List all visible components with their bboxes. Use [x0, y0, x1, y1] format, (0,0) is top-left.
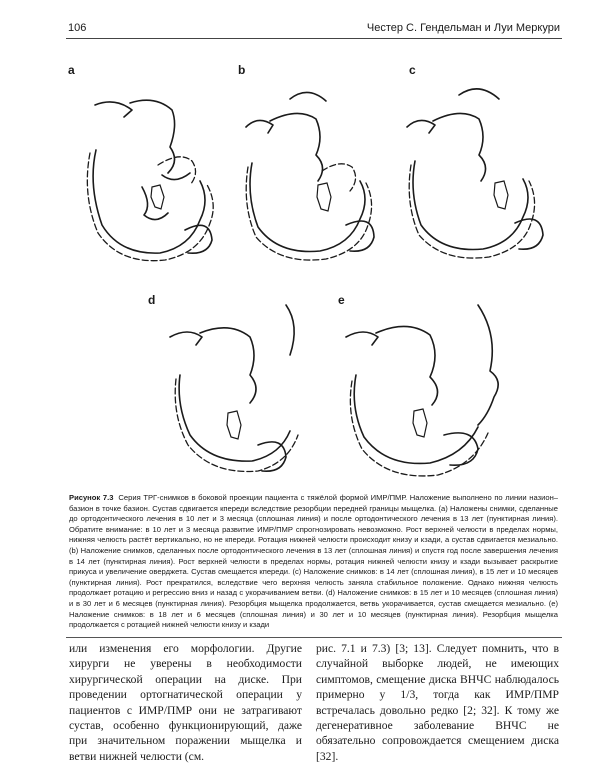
panel-label-e: e — [338, 293, 345, 307]
page-header — [0, 0, 600, 40]
header-rule — [66, 38, 562, 39]
figure-panel-c — [395, 55, 570, 275]
panel-label-d: d — [148, 293, 156, 307]
figure-caption-text: Серия ТРГ-снимков в боковой проекции пациента с тяжёлой формой ИМР/ПМР. Наложение выполнено по линии назион–базион в точке базион. Сустав сдвигается кпереди вследствие резорбции передней границы мыщелка. (a) Наложены снимки, сделанные до ортодонтического лечения в 10 лет и 3 месяца (сплошная линия) и после ортодонтического лечения в 13 лет (пунктирная линия). Обратите внимание: в 10 лет и 3 месяца развитие ИМР/ПМР спрогнозировать невозможно. Рост верхней челюсти в пределах нормы, нижняя челюсть растёт вертикально, но не кпереди. Ротация нижней челюсти происходит книзу и кзади, а сустав сдвигается мезиально. (b) Наложение снимков, сделанных после ортодонтического лечения в 13 лет (сплошная линия) и спустя год после завершения лечения в 14 лет (пунктирная линия). Рост верхней челюсти в пределах нормы, ротация нижней челюсти книзу и кзади вызывает раскрытие прикуса и увеличение оверджета. Сустав смещается кпереди. (c) Наложение снимков: в 14 лет (сплошная линия), в 15 лет и 10 месяцев (пунктирная линия). Рост прекратился, вследствие чего верхняя челюсть заняла стабильное положение. Однако нижняя челюсть продолжает ротацию и регрессию вниз и назад с укорачиванием ветви. (d) Наложение снимков: в 15 лет и 10 месяцев (сплошная линия) и в 30 лет и 6 месяцев (пунктирная линия). Резорбция мыщелка продолжается, ветвь укорачивается, сустав смещается мезиально. (e) Наложение снимков: в 18 лет и 6 месяцев (сплошная линия) и 30 лет и 10 месяцев (пунктирная линия). Резорбция мыщелка продолжается с ротацией нижней челюсти книзу и кзади — [69, 493, 558, 630]
figure-caption-label: Рисунок 7.3 — [69, 493, 114, 502]
figure-panel-e — [318, 285, 513, 490]
cephalometric-tracing-c — [395, 55, 570, 275]
figure-panel-d — [140, 285, 315, 490]
figure-panel-b — [228, 55, 403, 275]
cephalometric-tracing-d — [140, 285, 315, 490]
figure-caption — [69, 493, 558, 631]
body-column-right: рис. 7.1 и 7.3) [3; 13]. Следует помнить, что в случайной выборке людей, не имеющих симптомов, смещение диска ВНЧС наблюдалось примерно у 1/3, тогда как ИМР/ПМР встречалась довольно редко [2; 32]. К тому же дегенеративное заболевание ВНЧС не обязательно сопровождается смещением диска [32]. — [316, 642, 559, 763]
running-head: Честер С. Гендельман и Луи Меркури — [366, 22, 560, 34]
page-number: 106 — [68, 22, 87, 34]
figure-panel-a — [60, 55, 235, 275]
panel-label-c: c — [409, 63, 416, 77]
caption-rule — [66, 637, 562, 638]
panel-label-a: a — [68, 63, 75, 77]
cephalometric-tracing-b — [228, 55, 403, 275]
cephalometric-tracing-e — [318, 285, 513, 490]
body-column-left: или изменения его морфологии. Другие хирурги не уверены в необходимости хирургической операции на диске. При проведении ортогнатической операции у пациентов с ИМР/ПМР они не затрагивают сустав, особенно функционирующий, даже при значительном поражении мыщелка и ветви нижней челюсти (см. — [69, 642, 302, 763]
cephalometric-tracing-a — [60, 55, 235, 275]
panel-label-b: b — [238, 63, 246, 77]
